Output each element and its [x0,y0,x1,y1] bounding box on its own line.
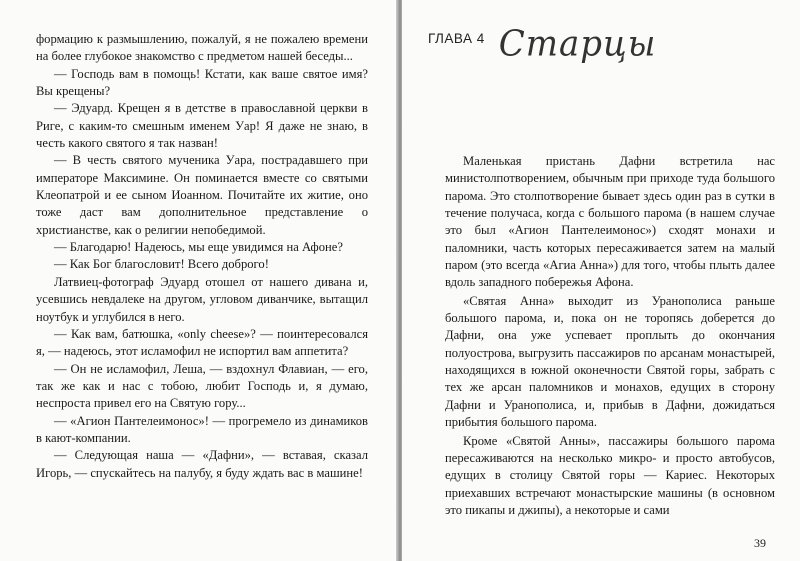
right-page-text [445,153,775,519]
paragraph: Маленькая пристань Дафни встретила нас миниcтолпотворением, обычным при приходе туда большого парома. Это столпотворение бывает здесь один раз в сутки в течение получаса, когда с большого парома (в нашем случае это был «Агион Пантелеимонос») сходят монахи и паломники, часть которых пересаживается затем на малый паром (это всегда «Агиа Анна») для того, чтобы плыть далее вдоль западного побережья Афона. [445,154,775,290]
paragraph: — Господь вам в помощь! Кстати, как ваше святое имя? Вы крещены? [36,66,368,99]
paragraph: — «Агион Пантелеимонос»! — прогремело из динамиков в кают-компании. [36,413,368,445]
paragraph: формацию к размышлению, пожалуй, я не пожалею времени на более глубокое знакомство с предметом нашей беседы... [36,32,368,64]
paragraph: Кроме «Святой Анны», пассажиры большого парома пересаживаются на несколько микро- и просто автобусов, едущих в столицу Святой горы — Кариес. Некоторых приехавших встречают монастырские машины (в основном это пикапы и джипы), а некоторые и сами [445,433,775,517]
paragraph: — Как вам, батюшка, «only cheese»? — поинтересовался я, — надеюсь, этот исламофил не испортил вам аппетита? [36,326,368,359]
paragraph: — Как Бог благословит! Всего доброго! [54,257,269,272]
paragraph: — В честь святого мученика Уара, пострадавшего при императоре Максимине. Он поминается вместе со святыми Клеопатрой и ее сыном Иоанном. Почитайте их житие, оно тоже даст вам дополнительное представление о христианстве, как о религии непобедимой. [36,153,368,237]
left-page-text [36,31,368,482]
chapter-label: ГЛАВА 4 [428,31,485,46]
page-number: 39 [754,536,766,550]
left-page [0,0,398,561]
right-page [402,0,800,561]
paragraph: Латвиец-фотограф Эдуард отошел от нашего дивана и, усевшись невдалеке на другом, угловом диванчике, вытащил ноутбук и углубился в него. [36,274,368,324]
paragraph: — Он не исламофил, Леша, — вздохнул Флавиан, — его, так же как и нас с тобою, любит Господь и, я думаю, неспроста привел его на Святую гору... [36,361,368,411]
chapter-title: Старцы [498,23,657,65]
paragraph: — Следующая наша — «Дафни», — вставая, сказал Игорь, — спускайтесь на палубу, я буду ждать вас в машине! [36,448,368,480]
paragraph: — Эдуард. Крещен я в детстве в православной церкви в Риге, с каким-то смешным именем Уар! Я даже не знаю, в честь какого святого я так назван! [36,101,368,151]
paragraph: — Благодарю! Надеюсь, мы еще увидимся на Афоне? [54,240,343,255]
chapter-heading [428,24,656,74]
paragraph: «Святая Анна» выходит из Уранополиса раньше большого парома, и, пока он не торопясь доберется до Дафни, она уже успевает проплыть до окончания полуострова, выгрузить пассажиров по арсанам монастырей, находящихся в южной оконечности Святой горы, забрать с тех же арсан паломников и монахов, едущих в сторону Дафни и Уранополиса, и, прибыв в Дафни, дожидаться прибытия большого парома. [445,293,775,430]
